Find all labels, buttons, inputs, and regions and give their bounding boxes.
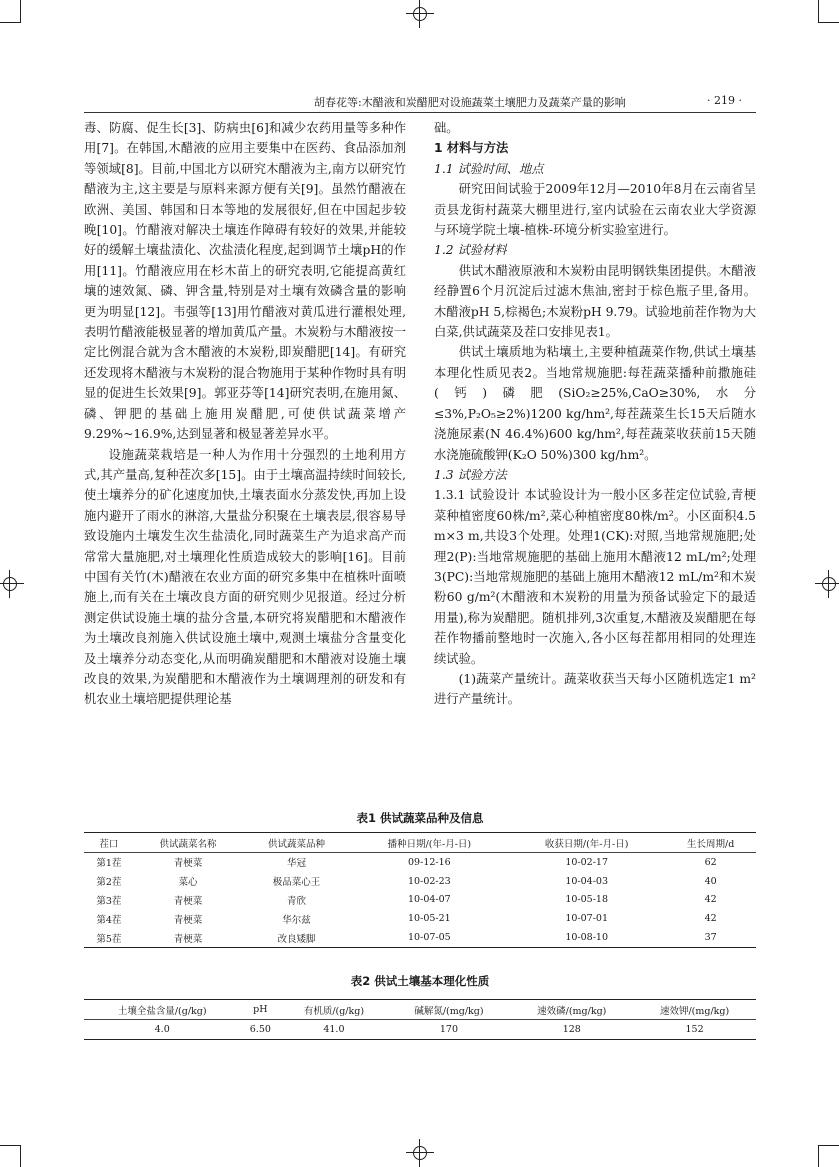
table-cell: 菜心	[178, 877, 198, 889]
subsection-heading: 1.3 试验方法	[434, 467, 507, 482]
paragraph: 础。	[434, 121, 459, 135]
paragraph: 供试土壤质地为粘壤土,主要种植蔬菜作物,供试土壤基本理化性质见表2。当地常规施肥:每茬蔬菜播种前撒施硅(钙)磷肥(SiO₂≥25%,CaO≥30%,水分≤3%,P₂O₅≥2%)1200 kg/hm²,每茬蔬菜生长15天后随水浇施尿素(N 46.4%)600 kg/hm²,每茬蔬菜收获前15天随水浇施硫酸钾(K₂O 50%)300 kg/hm²。	[434, 345, 756, 462]
table-row	[84, 891, 756, 910]
paragraph: (1)蔬菜产量统计。蔬菜收获当天每小区随机选定1 m²进行产量统计。	[434, 671, 756, 707]
table-cell: 10-07-05	[351, 928, 508, 947]
table-cell: 10-05-21	[408, 913, 451, 925]
crop-mark	[818, 0, 819, 22]
registration-mark-left	[0, 570, 24, 598]
table-header-row	[84, 1000, 756, 1020]
table-row	[84, 872, 756, 891]
table-header-cell: 供试蔬菜品种	[242, 833, 351, 853]
running-header	[84, 90, 756, 113]
table-cell: 10-02-17	[565, 856, 608, 868]
crop-mark	[818, 22, 839, 23]
table-cell: 第5茬	[84, 928, 134, 947]
crop-mark	[20, 1145, 21, 1167]
table-row	[84, 909, 756, 928]
registration-mark-top	[406, 0, 434, 28]
table-cell: 10-04-07	[408, 894, 451, 906]
table1-caption: 表1 供试蔬菜品种及信息	[356, 811, 484, 825]
table-cell: 42	[704, 913, 717, 925]
table-header-cell: 速效磷/(mg/kg)	[510, 1000, 633, 1020]
table-header-cell: 供试蔬菜名称	[134, 833, 243, 853]
table-cell: 第2茬	[96, 877, 122, 889]
table-header-cell: 生长周期/d	[665, 833, 756, 853]
table-header-cell: 茬口	[84, 833, 134, 853]
paragraph: 毒、防腐、促生长[3]、防病虫[6]和减少农药用量等多种作用[7]。在韩国,木醋液的应用主要集中在医药、食品添加剂等领域[8]。目前,中国北方以研究木醋液为主,南方以研究竹醋液为主,这主要是与原料来源方便有关[9]。虽然竹醋液在欧洲、美国、韩国和日本等地的发展很好,但在中国起步较晚[10]。竹醋液对解决土壤连作障碍有较好的效果,并能较好的缓解土壤盐渍化、次盐渍化程度,起到调节土壤pH的作用[11]。竹醋液应用在杉木苗上的研究表明,它能提高黄红壤的速效氮、磷、钾含量,特别是对土壤有效磷含量的影响更为明显[12]。韦强等[13]用竹醋液对黄瓜进行灌根处理,表明竹醋液能极显著的增加黄瓜产量。木炭粉与木醋液按一定比例混合就为含木醋液的木炭粉,即炭醋肥[14]。有研究还发现将木醋液与木炭粉的混合物施用于某种作物时具有明显的促进生长效果[9]。郭亚芬等[14]研究表明,在施用氮、磷、钾肥的基础上施用炭醋肥,可使供试蔬菜增产9.29%~16.9%,达到显著和极显著差异水平。	[84, 121, 406, 442]
table-cell: 华尔兹	[282, 914, 311, 926]
crop-mark	[818, 1145, 819, 1167]
registration-mark-bottom	[406, 1139, 434, 1167]
paragraph: 供试木醋液原液和木炭粉由昆明钢铁集团提供。木醋液经静置6个月沉淀后过滤木焦油,密封于棕色瓶子里,备用。木醋液pH 5,棕褐色;木炭粉pH 9.79。试验地前茬作物为大白菜,供试蔬菜及茬口安排见表1。	[434, 263, 756, 340]
table-cell: 10-05-18	[565, 894, 608, 906]
table1	[84, 832, 756, 948]
table-cell: 6.50	[240, 1020, 280, 1040]
table-cell: 第4茬	[96, 914, 122, 926]
table-cell: 42	[704, 894, 717, 906]
table-cell: 华冠	[286, 858, 306, 870]
page-number: · 219 ·	[707, 94, 742, 107]
table-row	[84, 1020, 756, 1040]
table-cell: 4.0	[84, 1020, 240, 1040]
paragraph: 设施蔬菜栽培是一种人为作用十分强烈的土地利用方式,其产量高,复种茬次多[15]。由于土壤高温持续时间较长,使土壤养分的矿化速度加快,土壤表面水分蒸发快,再加上设施内避开了雨水的淋溶,大量盐分积聚在土壤表层,很容易导致设施内土壤发生次生盐渍化,同时蔬菜生产为追求高产而常常大量施肥,对土壤理化性质造成较大的影响[16]。目前中国有关竹(木)醋液在农业方面的研究多集中在植株叶面喷施上,而有关在土壤改良方面的研究则少见报道。经过分析测定供试设施土壤的盐分含量,本研究将炭醋肥和木醋液作为土壤改良剂施入供试设施土壤中,观测土壤盐分含量变化及土壤养分动态变化,从而明确炭醋肥和木醋液对设施土壤改良的效果,为炭醋肥和木醋液作为土壤调理剂的研发和有机农业土壤培肥提供理论基	[84, 447, 406, 707]
registration-mark-right	[815, 570, 839, 598]
section-heading: 1 材料与方法	[434, 141, 509, 156]
crop-mark	[818, 1145, 839, 1146]
table-header-cell: 速效钾/(mg/kg)	[633, 1000, 756, 1020]
table-cell: 128	[510, 1020, 633, 1040]
table2-caption: 表2 供试土壤基本理化性质	[350, 974, 490, 988]
body-column-left	[84, 118, 406, 710]
table-cell: 40	[704, 875, 717, 887]
table-cell: 41.0	[280, 1020, 387, 1040]
table-cell: 青梗菜	[173, 895, 203, 907]
table-cell: 青欣	[286, 895, 306, 907]
table-cell: 第3茬	[96, 895, 122, 907]
table-row	[84, 928, 756, 947]
subsection-heading: 1.2 试验材料	[434, 243, 507, 258]
table-cell: 152	[633, 1020, 756, 1040]
crop-mark	[0, 1145, 21, 1146]
table2	[84, 999, 756, 1040]
table-cell: 62	[704, 856, 717, 868]
table-cell: 改良矮脚	[242, 928, 351, 947]
table-cell: 37	[665, 928, 756, 947]
table-cell: 10-02-23	[408, 875, 451, 887]
table-header-row	[84, 833, 756, 853]
table-header-cell: pH	[240, 1000, 280, 1020]
body-column-right	[434, 118, 756, 710]
crop-mark	[0, 22, 21, 23]
table-cell: 第1茬	[96, 858, 122, 870]
table-cell: 青梗菜	[134, 928, 243, 947]
table-cell: 10-07-01	[565, 913, 608, 925]
paragraph: 研究田间试验于2009年12月—2010年8月在云南省呈贡县龙街村蔬菜大棚里进行,室内试验在云南农业大学资源与环境学院土壤-植株-环境分析实验室进行。	[434, 182, 756, 238]
table-cell: 极品菜心王	[272, 877, 321, 889]
table-header-cell: 播种日期/(年-月-日)	[351, 833, 508, 853]
running-header-title: 胡春花等:木醋液和炭醋肥对设施蔬菜土壤肥力及蔬菜产量的影响	[314, 96, 626, 109]
paragraph: 1.3.1 试验设计 本试验设计为一般小区多茬定位试验,青梗菜种植密度60株/m²,菜心种植密度80株/m²。小区面积4.5 m×3 m,共设3个处理。处理1(CK):对照,当地常规施肥;处理2(P):当地常规施肥的基础上施用木醋液12 mL/m²;处理3(PC):当地常规施肥的基础上施用木醋液12 mL/m²和木炭粉60 g/m²(木醋液和木炭粉的用量为预备试验定下的最适用量),称为炭醋肥。随机排列,3次重复,木醋液及炭醋肥在每茬作物播前整地时一次施入,各小区每茬都用相同的处理连续试验。	[434, 488, 756, 666]
crop-mark	[20, 0, 21, 22]
table-cell: 170	[388, 1020, 511, 1040]
table-header-cell: 收获日期/(年-月-日)	[508, 833, 665, 853]
table-cell: 09-12-16	[408, 856, 451, 868]
table-cell: 10-04-03	[565, 875, 608, 887]
table-cell: 10-08-10	[508, 928, 665, 947]
table-header-cell: 土壤全盐含量/(g/kg)	[84, 1000, 240, 1020]
table-header-cell: 碱解氮/(mg/kg)	[388, 1000, 511, 1020]
table-row	[84, 853, 756, 872]
subsection-heading: 1.1 试验时间、地点	[434, 161, 544, 176]
table-cell: 青梗菜	[173, 858, 203, 870]
table-cell: 青梗菜	[173, 914, 203, 926]
table-header-cell: 有机质/(g/kg)	[280, 1000, 387, 1020]
